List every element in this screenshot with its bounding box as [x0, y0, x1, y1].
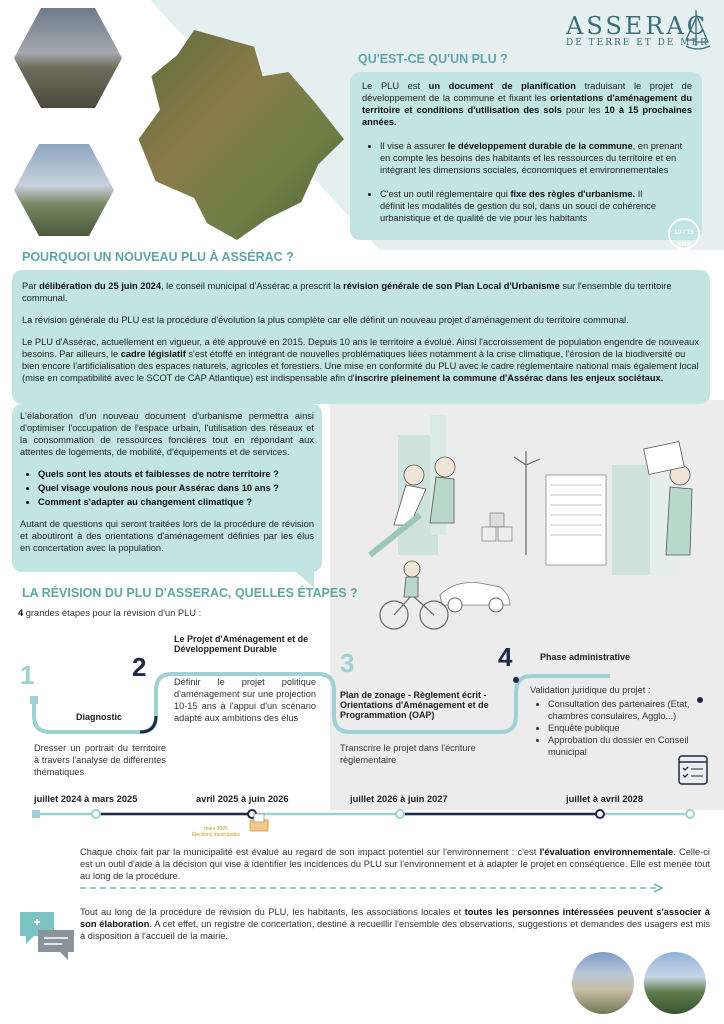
plu-definition-box: [350, 72, 702, 248]
objectives-bubble: [12, 404, 322, 572]
sailboat-icon: [682, 8, 712, 52]
section2-title: POURQUOI UN NOUVEAU PLU À ASSÉRAC ?: [22, 250, 294, 264]
step-2-title: Le Projet d'Aménagement et de Développement Durable: [174, 634, 309, 654]
marsh-photo: [14, 144, 114, 236]
step-3-number: 3: [340, 648, 355, 678]
step-2-number: 2: [132, 652, 147, 682]
why-plu-box: [12, 270, 710, 404]
step-2-text: Définir le projet politique d'aménagement sur une projection 10-15 ans à l'appui d'un scénario adapté aux ambitions des élus: [174, 677, 316, 723]
timeline-label-2: avril 2025 à juin 2026: [196, 794, 289, 804]
step-1-number: 1: [20, 660, 35, 690]
timeline-label-3: juillet 2026 à juin 2027: [350, 794, 448, 804]
step-4-title: Phase administrative: [540, 652, 631, 662]
concertation-text: Tout au long de la procédure de révision du PLU, les habitants, les associations locales et toutes les personnes intéressées peuvent s'associer à son élaboration. A cet effet, un registre de concertation, destiné à recueillir l'ensemble des observations, suggestions et demandes des usagers est mis à disposition à l'accueil de la mairie.: [80, 907, 711, 941]
bubble-conclusion: Autant de questions qui seront traitées lors de la procédure de révision et aboutiront à des orientations d'aménagement définies par les élus en concertation avec la population.: [20, 519, 314, 553]
landscape-photo: [644, 952, 706, 1014]
question-3: • Comment s'adapter au changement climatique ?: [38, 496, 314, 508]
village-photo: [572, 952, 634, 1014]
timeline-label-1: juillet 2024 à mars 2025: [34, 794, 138, 804]
step-4-bullet-2: • Enquête publique: [548, 722, 710, 734]
election-note: mars 2026 Élections municipales: [191, 826, 241, 838]
duration-badge: 10 / 15 ANS: [668, 218, 700, 250]
plu-intro: Le PLU est un document de planification traduisant le projet de développement de la commune et fixant les orientations d'aménagement du territoire et conditions d'utilisation des sols pour les 10 à 15 prochaines années.: [362, 81, 693, 127]
plu-bullet-2: • C'est un outil réglementaire qui fixe des règles d'urbanisme. Il définit les modalités de gestion du sol, dans un souci de cohérence urbanistique et de qualité de vie pour les habitants: [380, 188, 692, 224]
steps-intro: 4 grandes étapes pour la révision d'un PLU :: [18, 608, 202, 618]
step-4-bullet-3: • Approbation du dossier en Conseil municipal: [548, 734, 710, 758]
chat-icon: [18, 910, 76, 962]
step-4-number: 4: [498, 642, 513, 672]
step-1-text: Dresser un portrait du territoire à travers l'analyse de différentes thématiques: [34, 743, 166, 777]
step-1-title: Diagnostic: [76, 712, 123, 722]
logo-title: ASSERAC: [566, 12, 709, 40]
section3-title: LA RÉVISION DU PLU D'ASSERAC, QUELLES ÉTAPES ?: [22, 586, 358, 600]
checklist-icon: [676, 752, 710, 786]
step-4-text: Validation juridique du projet : • Consultation des partenaires (Etat, chambres consulaires, Agglo...) • Enquête publique • Approbation du dossier en Conseil municipal: [530, 684, 710, 758]
step-4-bullet-1: • Consultation des partenaires (Etat, chambres consulaires, Agglo...): [548, 698, 710, 722]
plu-bullet-1: • Il vise à assurer le développement durable de la commune, en prenant en compte les besoins des habitants et les ressources du territoire et en intégrant les dimensions sociales, économiques et environnementales: [380, 140, 692, 176]
house-photo: [14, 8, 122, 108]
bubble-intro: L'élaboration d'un nouveau document d'urbanisme permettra ainsi d'optimiser l'occupation de l'espace urbain, l'utilisation des réseaux et la consommation de ressources foncières tout en répondant aux attentes de logements, de mobilité, d'équipements et de services.: [20, 411, 314, 457]
question-1: • Quels sont les atouts et faiblesses de notre territoire ?: [38, 468, 314, 480]
logo-subtitle: DE TERRE ET DE MER: [566, 38, 709, 48]
step-3-text: Transcrire le projet dans l'écriture règlementaire: [340, 743, 476, 765]
urban-illustration: [350, 405, 720, 640]
timeline-axis: [0, 804, 724, 834]
why-p3: Le PLU d'Assérac, actuellement en vigueur, a été approuvé en 2015. Depuis 10 ans le territoire a évolué. Ainsi l'accroissement de population engendre de nouveaux besoins. Par ailleurs, le cadre législatif s'est étoffé en intégrant de nouvelles problématiques liées notamment à la crise climatique, l'érosion de la biodiversité ou bien encore l'artificialisation des espaces naturels, agricoles et forestiers. Une mise en conformité du PLU avec le cadre réglementaire national mais également local (mise en compatibilité avec le SCOT de CAP Atlantique) est indispensable afin d'inscrire pleinement la commune d'Assérac dans les enjeux sociétaux.: [22, 337, 699, 383]
question-2: • Quel visage voulons nous pour Assérac dans 10 ans ?: [38, 482, 314, 494]
why-p1: Par délibération du 25 juin 2024, le conseil municipal d'Assérac a prescrit la révision générale de son Plan Local d'Urbanisme sur l'ensemble du territoire communal.: [22, 281, 672, 303]
dashed-arrow: [76, 882, 666, 894]
env-evaluation-text: Chaque choix fait par la municipalité est évalué au regard de son impact potentiel sur l'environnement : c'est l'évaluation environnementale. Celle-ci est un outil d'aide à la décision qui vise à identifier les incidences du PLU sur l'environnement et à adapter le projet en conséquence. Elle est menée tout au long de la procédure.: [80, 847, 710, 881]
step-3-title: Plan de zonage - Règlement écrit - Orientations d'Aménagement et de Programmation (OAP): [340, 690, 489, 720]
asserac-logo: [566, 12, 716, 60]
section1-title: QU'EST-CE QU'UN PLU ?: [358, 52, 508, 66]
timeline-label-4: juillet à avril 2028: [566, 794, 644, 804]
why-p2: La révision générale du PLU est la procédure d'évolution la plus complète car elle définit un nouveau projet d'aménagement du territoire communal.: [22, 315, 629, 325]
